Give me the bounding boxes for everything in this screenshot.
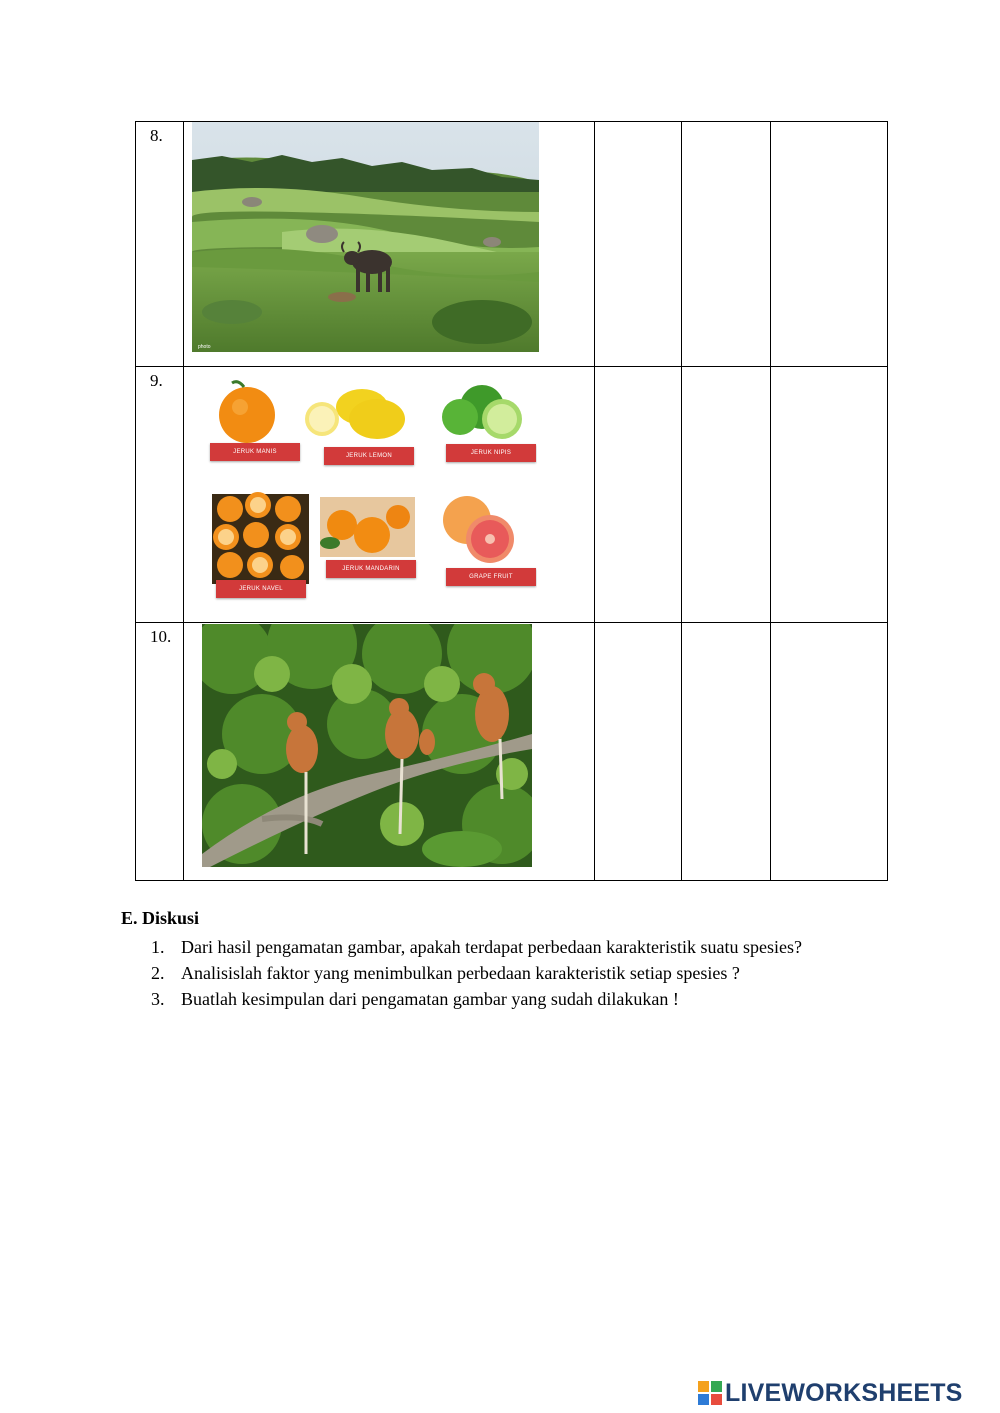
item-text: Buatlah kesimpulan dari pengamatan gambar yang sudah dilakukan ! [181, 989, 679, 1009]
blank-cell[interactable] [595, 623, 682, 881]
section-heading: E. Diskusi [121, 908, 200, 928]
rice-terrace-buffalo-photo [192, 122, 539, 352]
proboscis-monkeys-photo [202, 624, 532, 867]
list-item [151, 960, 802, 986]
liveworksheets-logo [698, 1378, 963, 1408]
blank-cell[interactable] [595, 367, 682, 623]
svg-text:photo: photo [198, 344, 211, 350]
image-cell [184, 122, 595, 367]
list-item [151, 934, 802, 960]
logo-text: LIVEWORKSHEETS [725, 1378, 963, 1407]
item-number: 3. [151, 989, 165, 1009]
citrus-varieties-photo [202, 377, 537, 607]
item-text: Analisislah faktor yang menimbulkan perbedaan karakteristik setiap spesies ? [181, 963, 740, 983]
discussion-list [151, 934, 802, 1012]
observation-table [135, 121, 888, 881]
fruit-label: JERUK NIPIS [446, 444, 536, 462]
blank-cell[interactable] [682, 122, 771, 367]
row-number: 10. [136, 623, 184, 881]
logo-blocks-icon [698, 1381, 722, 1405]
list-item [151, 986, 802, 1012]
fruit-label: JERUK LEMON [324, 447, 414, 465]
image-cell [184, 367, 595, 623]
table-row [136, 623, 888, 881]
row-number: 9. [136, 367, 184, 623]
fruit-label: JERUK NAVEL [216, 580, 306, 598]
fruit-label: JERUK MANIS [210, 443, 300, 461]
table-row [136, 122, 888, 367]
fruit-label: GRAPE FRUIT [446, 568, 536, 586]
blank-cell[interactable] [682, 367, 771, 623]
item-number: 1. [151, 937, 165, 957]
blank-cell[interactable] [771, 367, 888, 623]
blank-cell[interactable] [682, 623, 771, 881]
image-cell [184, 623, 595, 881]
blank-cell[interactable] [771, 122, 888, 367]
item-text: Dari hasil pengamatan gambar, apakah terdapat perbedaan karakteristik suatu spesies? [181, 937, 803, 957]
table-row [136, 367, 888, 623]
blank-cell[interactable] [771, 623, 888, 881]
fruit-label: JERUK MANDARIN [326, 560, 416, 578]
row-number: 8. [136, 122, 184, 367]
item-number: 2. [151, 963, 165, 983]
blank-cell[interactable] [595, 122, 682, 367]
